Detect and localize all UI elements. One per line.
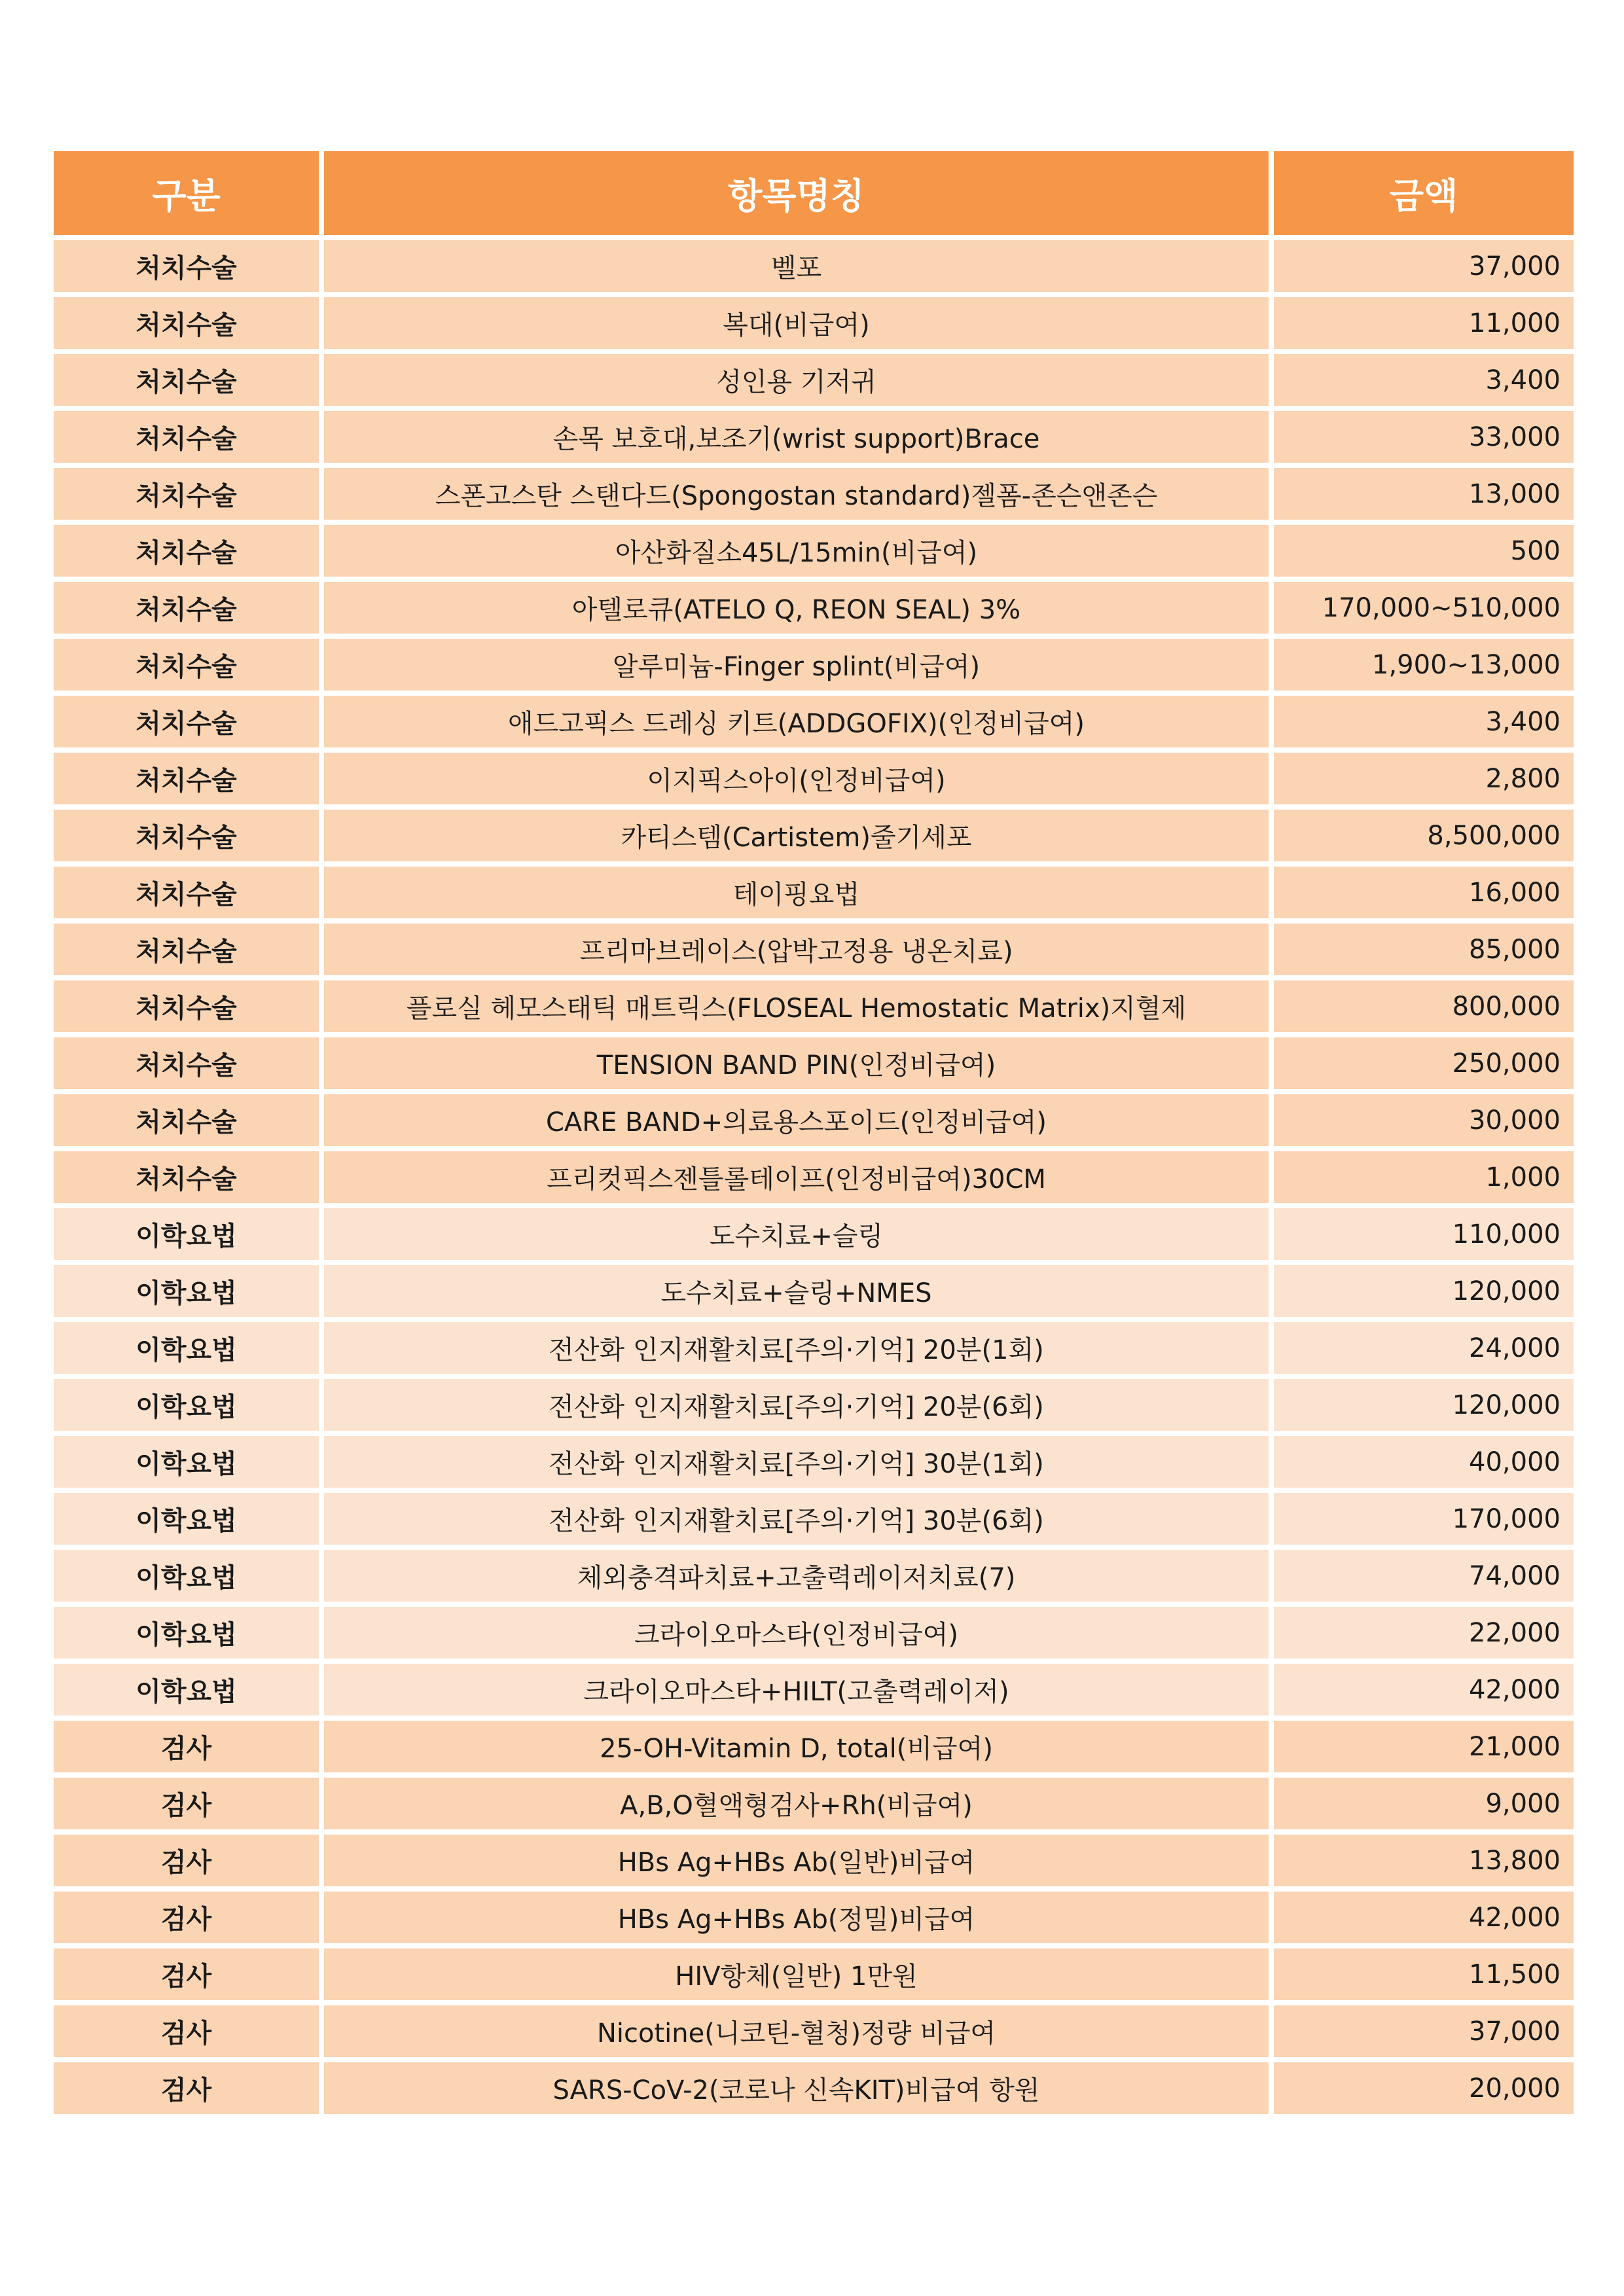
cell-category: 처치수술 <box>54 1094 319 1146</box>
table-row <box>54 2062 1576 2114</box>
cell-item-name: 아산화질소45L/15min(비급여) <box>324 525 1269 577</box>
cell-item-name: 손목 보호대,보조기(wrist support)Brace <box>324 411 1269 463</box>
cell-price: 110,000 <box>1274 1208 1574 1260</box>
cell-category: 처치수술 <box>54 924 319 975</box>
cell-price: 9,000 <box>1274 1778 1574 1829</box>
cell-category: 검사 <box>54 1778 319 1829</box>
cell-category: 처치수술 <box>54 240 319 292</box>
cell-price: 11,500 <box>1274 1948 1574 2000</box>
cell-category: 이학요법 <box>54 1550 319 1602</box>
table-row <box>54 1778 1576 1829</box>
cell-price: 250,000 <box>1274 1037 1574 1089</box>
cell-category: 검사 <box>54 1721 319 1772</box>
cell-item-name: 애드고픽스 드레싱 키트(ADDGOFIX)(인정비급여) <box>324 696 1269 747</box>
cell-price: 33,000 <box>1274 411 1574 463</box>
table-row <box>54 924 1576 975</box>
cell-item-name: HBs Ag+HBs Ab(일반)비급여 <box>324 1835 1269 1886</box>
header-price: 금액 <box>1274 151 1574 235</box>
table-row <box>54 696 1576 747</box>
table-row <box>54 639 1576 691</box>
cell-category: 처치수술 <box>54 1037 319 1089</box>
cell-category: 처치수술 <box>54 753 319 804</box>
cell-category: 처치수술 <box>54 810 319 861</box>
cell-price: 11,000 <box>1274 297 1574 349</box>
table-row <box>54 1037 1576 1089</box>
cell-category: 검사 <box>54 1835 319 1886</box>
table-header <box>54 151 1576 235</box>
cell-price: 800,000 <box>1274 980 1574 1032</box>
table-row <box>54 753 1576 804</box>
cell-category: 처치수술 <box>54 1151 319 1203</box>
cell-category: 처치수술 <box>54 582 319 634</box>
cell-item-name: 복대(비급여) <box>324 297 1269 349</box>
table-row <box>54 980 1576 1032</box>
cell-price: 20,000 <box>1274 2062 1574 2114</box>
cell-category: 처치수술 <box>54 354 319 406</box>
cell-category: 처치수술 <box>54 867 319 918</box>
cell-price: 8,500,000 <box>1274 810 1574 861</box>
cell-category: 검사 <box>54 1948 319 2000</box>
cell-item-name: 25-OH-Vitamin D, total(비급여) <box>324 1721 1269 1772</box>
cell-price: 13,000 <box>1274 468 1574 520</box>
table-row <box>54 810 1576 861</box>
cell-item-name: 전산화 인지재활치료[주의·기억] 20분(1회) <box>324 1322 1269 1374</box>
cell-price: 3,400 <box>1274 354 1574 406</box>
cell-category: 이학요법 <box>54 1607 319 1659</box>
table-body <box>54 240 1576 2114</box>
table-row <box>54 582 1576 634</box>
cell-item-name: 스폰고스탄 스탠다드(Spongostan standard)젤폼-존슨앤존슨 <box>324 468 1269 520</box>
cell-category: 처치수술 <box>54 468 319 520</box>
cell-category: 이학요법 <box>54 1379 319 1431</box>
cell-item-name: 프리마브레이스(압박고정용 냉온치료) <box>324 924 1269 975</box>
table-row <box>54 1208 1576 1260</box>
cell-item-name: 테이핑요법 <box>324 867 1269 918</box>
header-category: 구분 <box>54 151 319 235</box>
cell-item-name: 도수치료+슬링 <box>324 1208 1269 1260</box>
table-row <box>54 297 1576 349</box>
cell-item-name: 도수치료+슬링+NMES <box>324 1265 1269 1317</box>
table-row <box>54 1322 1576 1374</box>
cell-item-name: 알루미늄-Finger splint(비급여) <box>324 639 1269 691</box>
cell-category: 처치수술 <box>54 525 319 577</box>
cell-category: 이학요법 <box>54 1322 319 1374</box>
cell-item-name: 프리컷픽스젠틀롤테이프(인정비급여)30CM <box>324 1151 1269 1203</box>
table-row <box>54 1493 1576 1545</box>
cell-price: 42,000 <box>1274 1664 1574 1715</box>
cell-category: 이학요법 <box>54 1208 319 1260</box>
cell-item-name: TENSION BAND PIN(인정비급여) <box>324 1037 1269 1089</box>
table-row <box>54 1721 1576 1772</box>
cell-category: 처치수술 <box>54 696 319 747</box>
header-item-name: 항목명칭 <box>324 151 1269 235</box>
cell-price: 1,000 <box>1274 1151 1574 1203</box>
cell-price: 120,000 <box>1274 1265 1574 1317</box>
table-row <box>54 867 1576 918</box>
table-row <box>54 1265 1576 1317</box>
cell-category: 이학요법 <box>54 1265 319 1317</box>
cell-category: 검사 <box>54 2062 319 2114</box>
table-row <box>54 1607 1576 1659</box>
price-table <box>54 151 1576 2114</box>
cell-item-name: 성인용 기저귀 <box>324 354 1269 406</box>
cell-price: 120,000 <box>1274 1379 1574 1431</box>
cell-price: 2,800 <box>1274 753 1574 804</box>
table-row <box>54 1436 1576 1488</box>
cell-item-name: HBs Ag+HBs Ab(정밀)비급여 <box>324 1892 1269 1943</box>
cell-item-name: 크라이오마스타+HILT(고출력레이저) <box>324 1664 1269 1715</box>
cell-category: 이학요법 <box>54 1664 319 1715</box>
table-row <box>54 240 1576 292</box>
cell-price: 16,000 <box>1274 867 1574 918</box>
cell-item-name: 전산화 인지재활치료[주의·기억] 30분(6회) <box>324 1493 1269 1545</box>
cell-item-name: 아텔로큐(ATELO Q, REON SEAL) 3% <box>324 582 1269 634</box>
cell-price: 74,000 <box>1274 1550 1574 1602</box>
table-row <box>54 1094 1576 1146</box>
cell-price: 42,000 <box>1274 1892 1574 1943</box>
table-row <box>54 1550 1576 1602</box>
cell-category: 검사 <box>54 1892 319 1943</box>
cell-item-name: Nicotine(니코틴-혈청)정량 비급여 <box>324 2005 1269 2057</box>
table-row <box>54 468 1576 520</box>
table-row <box>54 1379 1576 1431</box>
cell-price: 37,000 <box>1274 240 1574 292</box>
cell-price: 85,000 <box>1274 924 1574 975</box>
cell-category: 처치수술 <box>54 411 319 463</box>
cell-item-name: HIV항체(일반) 1만원 <box>324 1948 1269 2000</box>
cell-price: 500 <box>1274 525 1574 577</box>
cell-price: 21,000 <box>1274 1721 1574 1772</box>
cell-item-name: 체외충격파치료+고출력레이저치료(7) <box>324 1550 1269 1602</box>
cell-item-name: 전산화 인지재활치료[주의·기억] 30분(1회) <box>324 1436 1269 1488</box>
table-row <box>54 1664 1576 1715</box>
cell-item-name: 플로실 헤모스태틱 매트릭스(FLOSEAL Hemostatic Matrix)지혈제 <box>324 980 1269 1032</box>
cell-price: 30,000 <box>1274 1094 1574 1146</box>
cell-item-name: 전산화 인지재활치료[주의·기억] 20분(6회) <box>324 1379 1269 1431</box>
cell-price: 22,000 <box>1274 1607 1574 1659</box>
cell-category: 이학요법 <box>54 1493 319 1545</box>
cell-category: 검사 <box>54 2005 319 2057</box>
cell-price: 1,900~13,000 <box>1274 639 1574 691</box>
table-row <box>54 525 1576 577</box>
cell-category: 처치수술 <box>54 297 319 349</box>
table-row <box>54 1151 1576 1203</box>
cell-price: 170,000 <box>1274 1493 1574 1545</box>
cell-price: 40,000 <box>1274 1436 1574 1488</box>
cell-price: 13,800 <box>1274 1835 1574 1886</box>
table-row <box>54 354 1576 406</box>
table-row <box>54 411 1576 463</box>
cell-item-name: A,B,O혈액형검사+Rh(비급여) <box>324 1778 1269 1829</box>
cell-item-name: 벨포 <box>324 240 1269 292</box>
cell-item-name: CARE BAND+의료용스포이드(인정비급여) <box>324 1094 1269 1146</box>
table-row <box>54 1835 1576 1886</box>
cell-item-name: 크라이오마스타(인정비급여) <box>324 1607 1269 1659</box>
cell-category: 처치수술 <box>54 639 319 691</box>
cell-category: 처치수술 <box>54 980 319 1032</box>
cell-price: 24,000 <box>1274 1322 1574 1374</box>
table-row <box>54 1948 1576 2000</box>
table-row <box>54 2005 1576 2057</box>
cell-category: 이학요법 <box>54 1436 319 1488</box>
cell-price: 37,000 <box>1274 2005 1574 2057</box>
cell-item-name: 이지픽스아이(인정비급여) <box>324 753 1269 804</box>
cell-item-name: SARS-CoV-2(코로나 신속KIT)비급여 항원 <box>324 2062 1269 2114</box>
cell-item-name: 카티스템(Cartistem)줄기세포 <box>324 810 1269 861</box>
cell-price: 3,400 <box>1274 696 1574 747</box>
table-row <box>54 1892 1576 1943</box>
cell-price: 170,000~510,000 <box>1274 582 1574 634</box>
